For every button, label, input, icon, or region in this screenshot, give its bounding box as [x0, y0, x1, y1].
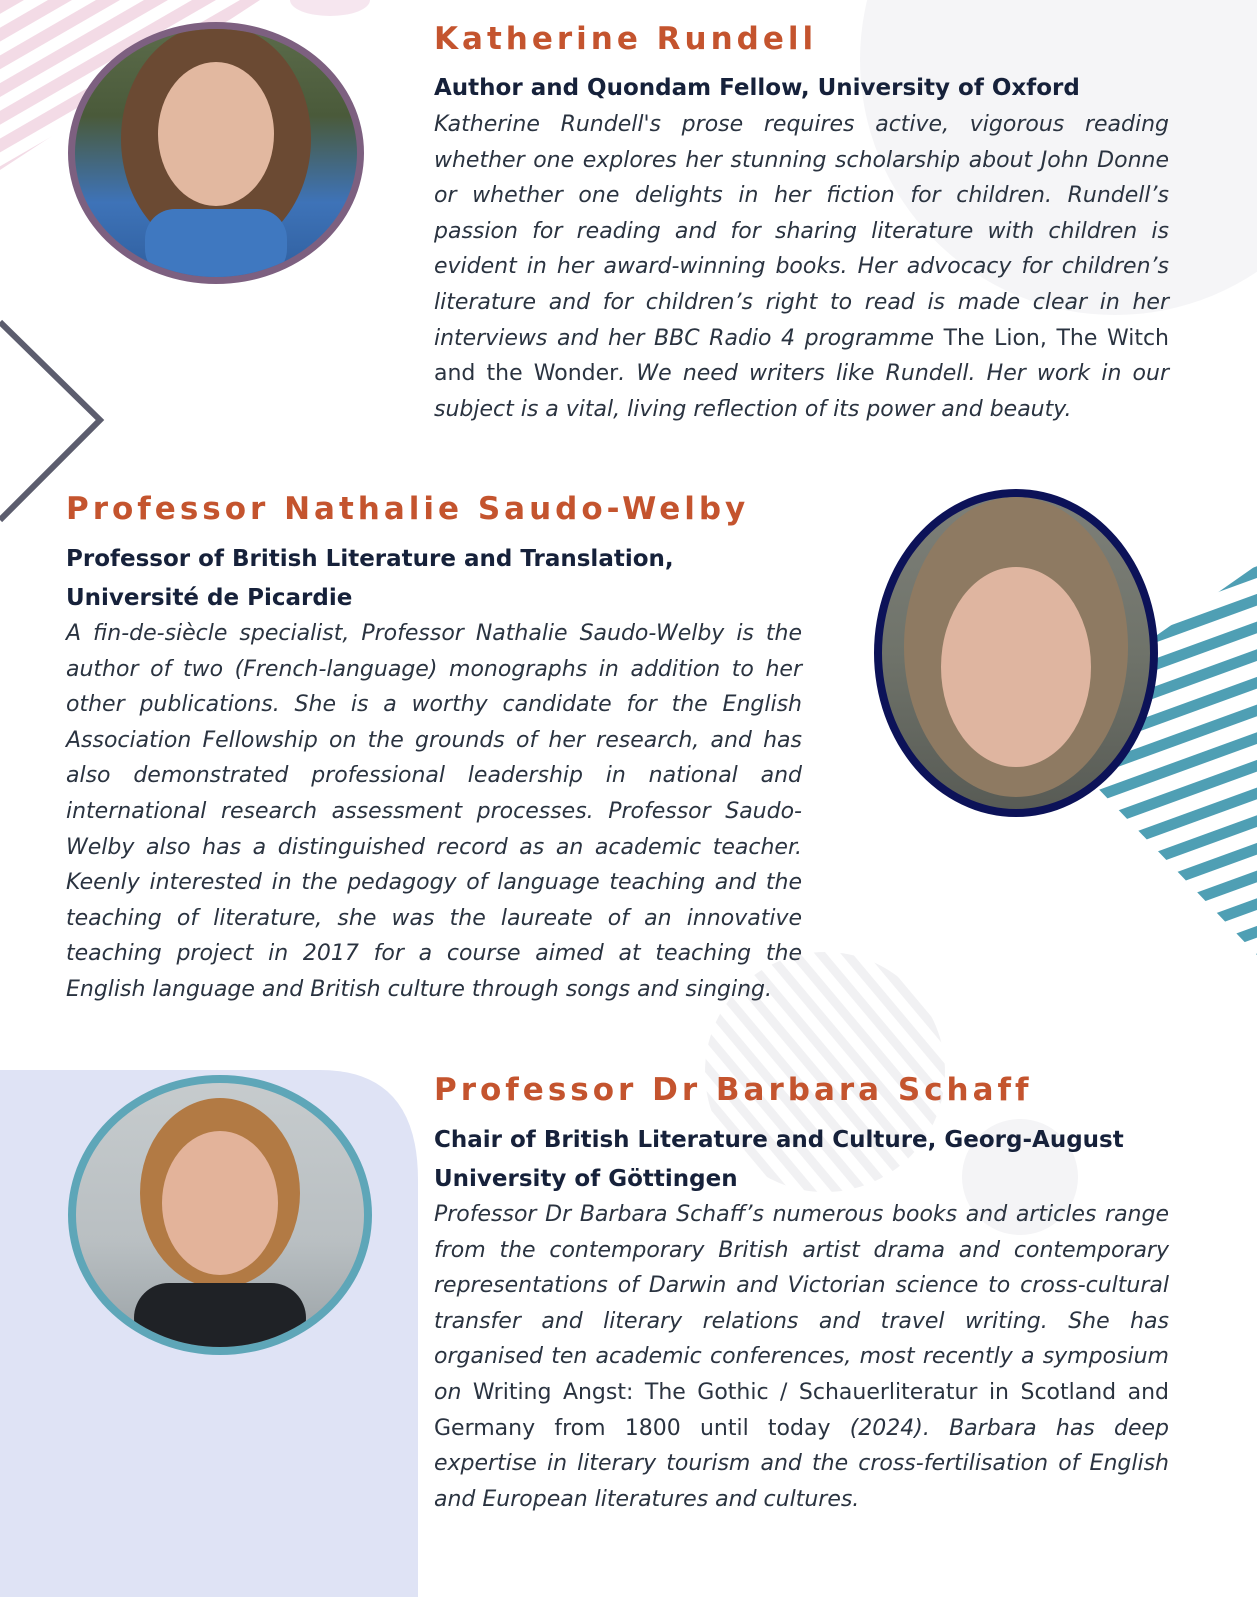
portrait-katherine-rundell — [68, 22, 364, 284]
profile-bio: Professor Dr Barbara Schaff’s numerous books and articles range from the contemporary British artist drama and contemporary representations of Darwin and Victorian science to cross-cultural transfer and literary relations and travel writing. She has organised ten academic conferences, most recently a symposium on Writing Angst: The Gothic / Schauerliteratur in Scotland and Germany from 1800 until today (2024). Barbara has deep expertise in literary tourism and the cross-fertilisation of English and European literatures and cultures. — [434, 1202, 1169, 1512]
profile-name: Professor Nathalie Saudo-Welby — [66, 491, 750, 527]
profile-role: Author and Quondam Fellow, University of Oxford — [434, 75, 1080, 101]
portrait-nathalie-saudo-welby — [874, 489, 1158, 817]
portrait-figure — [75, 29, 357, 277]
portrait-figure — [76, 1083, 364, 1347]
profile-name: Katherine Rundell — [434, 21, 818, 57]
profile-role: Professor of British Literature and Translation, Université de Picardie — [66, 546, 674, 611]
profile-bio: A fin-de-siècle specialist, Professor Nathalie Saudo-Welby is the author of two (French-language) monographs in addition to her other publications. She is a worthy candidate for the English Association Fellowship on the grounds of her research, and has also demonstrated professional leadership in national and international research assessment processes. Professor Saudo-Welby also has a distinguished record as an academic teacher. Keenly interested in the pedagogy of language teaching and the teaching of literature, she was the laureate of an innovative teaching project in 2017 for a course aimed at teaching the English language and British culture through songs and singing. — [66, 621, 802, 1002]
portrait-barbara-schaff — [68, 1075, 372, 1355]
profile-bio: Katherine Rundell's prose requires active, vigorous reading whether one explores her stunning scholarship about John Donne or whether one delights in her fiction for children. Rundell’s passion for reading and for sharing literature with children is evident in her award-winning books. Her advocacy for children’s literature and for children’s right to read is made clear in her interviews and her BBC Radio 4 programme The Lion, The Witch and the Wonder. We need writers like Rundell. Her work in our subject is a vital, living reflection of its power and beauty. — [434, 112, 1169, 422]
profile-name: Professor Dr Barbara Schaff — [434, 1072, 1033, 1108]
portrait-figure — [882, 497, 1150, 809]
profile-role: Chair of British Literature and Culture, Georg-August University of Göttingen — [434, 1127, 1124, 1192]
